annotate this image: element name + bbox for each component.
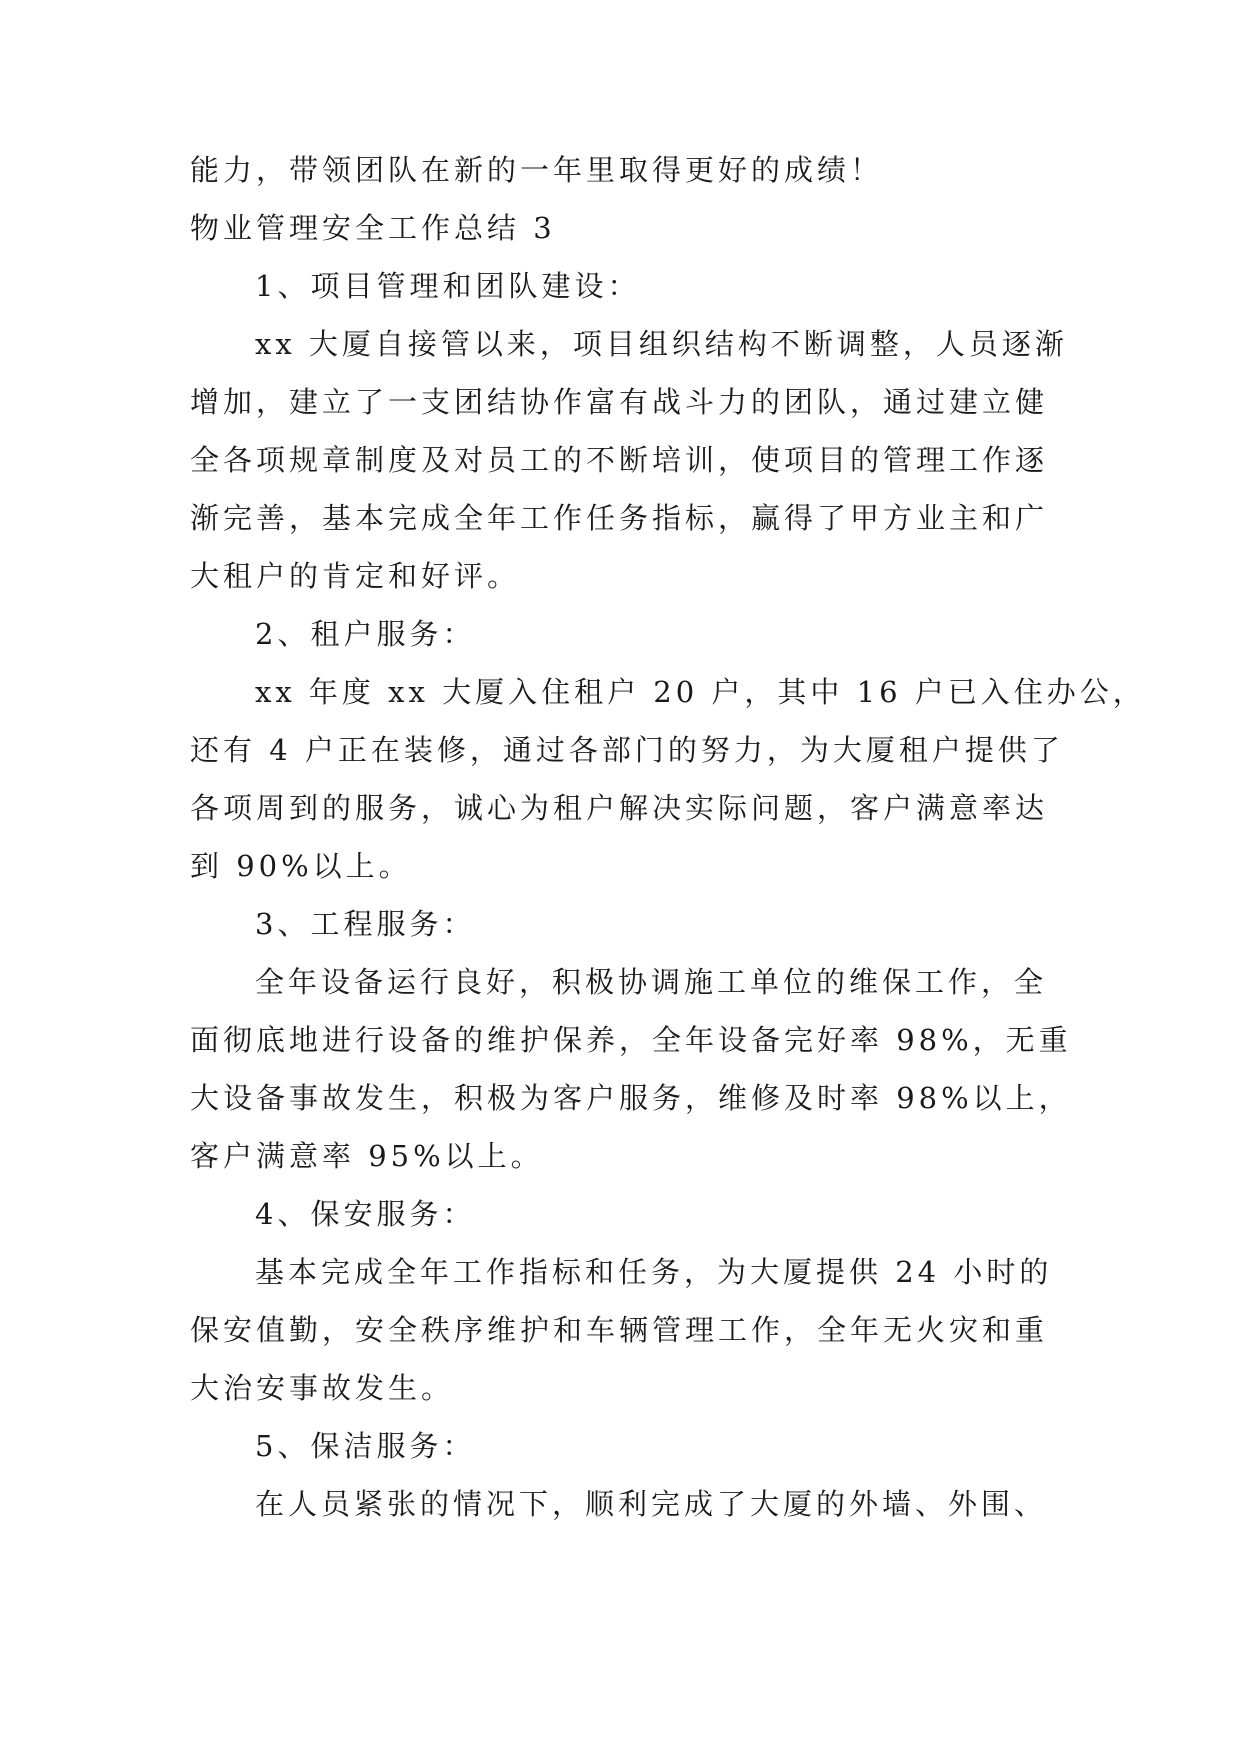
paragraph-line: 全各项规章制度及对员工的不断培训，使项目的管理工作逐 [190, 443, 1049, 477]
paragraph-line: 还有 4 户正在装修，通过各部门的努力，为大厦租户提供了 [190, 733, 1064, 767]
paragraph-line: 基本完成全年工作指标和任务，为大厦提供 24 小时的 [255, 1255, 1053, 1289]
section-title: 物业管理安全工作总结 3 [190, 211, 556, 245]
paragraph-line: 全年设备运行良好，积极协调施工单位的维保工作，全 [255, 965, 1048, 999]
item-heading: 1、项目管理和团队建设： [255, 269, 641, 303]
item-heading: 2、租户服务： [255, 617, 476, 651]
item-heading: 3、工程服务： [255, 907, 476, 941]
paragraph-line: xx 年度 xx 大厦入住租户 20 户，其中 16 户已入住办公， [255, 675, 1146, 709]
paragraph-line: 在人员紧张的情况下，顺利完成了大厦的外墙、外围、 [255, 1487, 1048, 1521]
paragraph-line: 渐完善，基本完成全年工作任务指标，赢得了甲方业主和广 [190, 501, 1049, 535]
paragraph-line: 面彻底地进行设备的维护保养，全年设备完好率 98%，无重 [190, 1023, 1072, 1057]
paragraph-line: 能力，带领团队在新的一年里取得更好的成绩！ [190, 153, 884, 187]
paragraph-line: 大租户的肯定和好评。 [190, 559, 521, 593]
paragraph-line: xx 大厦自接管以来，项目组织结构不断调整，人员逐渐 [255, 327, 1068, 361]
paragraph-line: 到 90%以上。 [190, 849, 412, 883]
paragraph-line: 保安值勤，安全秩序维护和车辆管理工作，全年无火灾和重 [190, 1313, 1049, 1347]
paragraph-line: 增加，建立了一支团结协作富有战斗力的团队，通过建立健 [190, 385, 1049, 419]
item-heading: 4、保安服务： [255, 1197, 476, 1231]
paragraph-line: 大设备事故发生，积极为客户服务，维修及时率 98%以上， [190, 1081, 1072, 1115]
paragraph-line: 客户满意率 95%以上。 [190, 1139, 544, 1173]
paragraph-line: 各项周到的服务，诚心为租户解决实际问题，客户满意率达 [190, 791, 1049, 825]
item-heading: 5、保洁服务： [255, 1429, 476, 1463]
paragraph-line: 大治安事故发生。 [190, 1371, 455, 1405]
